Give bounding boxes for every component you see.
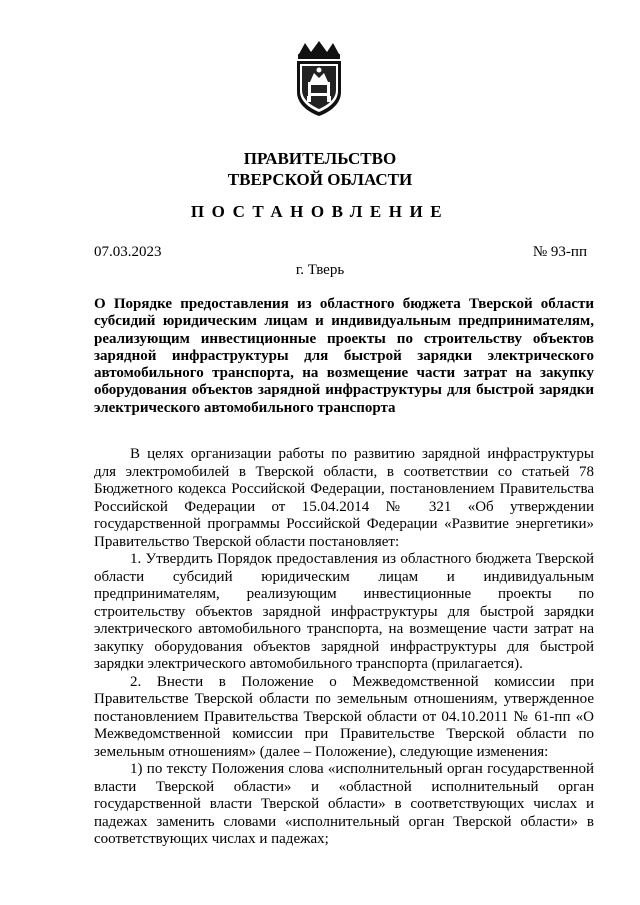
document-type-title: ПОСТАНОВЛЕНИЕ	[190, 202, 450, 221]
item-2-1-paragraph: 1) по тексту Положения слова «исполнительный орган государственной власти Тверской области» и «областной исполнительный орган государственной власти Тверской области» в соответствующих числах и падежах заменить словами «исполнительный орган Тверской области» в соответствующих числах и падежах;	[94, 761, 594, 847]
document-date: 07.03.2023	[94, 244, 162, 260]
document-city: г. Тверь	[295, 262, 345, 278]
preamble-paragraph: В целях организации работы по развитию зарядной инфраструктуры для электромобилей в Тверской области, в соответствии со статьей 78 Бюджетного кодекса Российской Федерации, постановлением Правительства Российской Федерации от 15.04.2014 № 321 «Об утверждении государственной программы Российской Федерации «Развитие энергетики» Правительство Тверской области постановляет:	[94, 446, 594, 550]
tver-region-coat-of-arms-icon	[291, 40, 347, 118]
document-subject: О Порядке предоставления из областного бюджета Тверской области субсидий юридическим лицам и индивидуальным предпринимателям, реализующим инвестиционные проекты по строительству объектов зарядной инфраструктуры для быстрой зарядки электрического автомобильного транспорта, на возмещение части затрат на закупку оборудования объектов зарядной инфраструктуры для быстрой зарядки электрического автомобильного транспорта	[94, 296, 594, 416]
government-name-line1: ПРАВИТЕЛЬСТВО	[243, 149, 397, 168]
government-name-line2: ТВЕРСКОЙ ОБЛАСТИ	[227, 170, 413, 189]
document-body	[94, 446, 594, 849]
item-1-paragraph: 1. Утвердить Порядок предоставления из областного бюджета Тверской области субсидий юридическим лицам и индивидуальным предпринимателям, реализующим инвестиционные проекты по строительству объектов зарядной инфраструктуры для быстрой зарядки электрического автомобильного транспорта, на возмещение части затрат на закупку оборудования объектов зарядной инфраструктуры для быстрой зарядки электрического автомобильного транспорта (прилагается).	[94, 551, 594, 672]
document-number: № 93-пп	[532, 244, 587, 260]
item-2-paragraph: 2. Внести в Положение о Межведомственной комиссии при Правительстве Тверской области по земельным отношениям, утвержденное постановлением Правительства Тверской области от 04.10.2011 № 61-пп «О Межведомственной комиссии при Правительстве Тверской области по земельным отношениям» (далее – Положение), следующие изменения:	[94, 673, 594, 760]
